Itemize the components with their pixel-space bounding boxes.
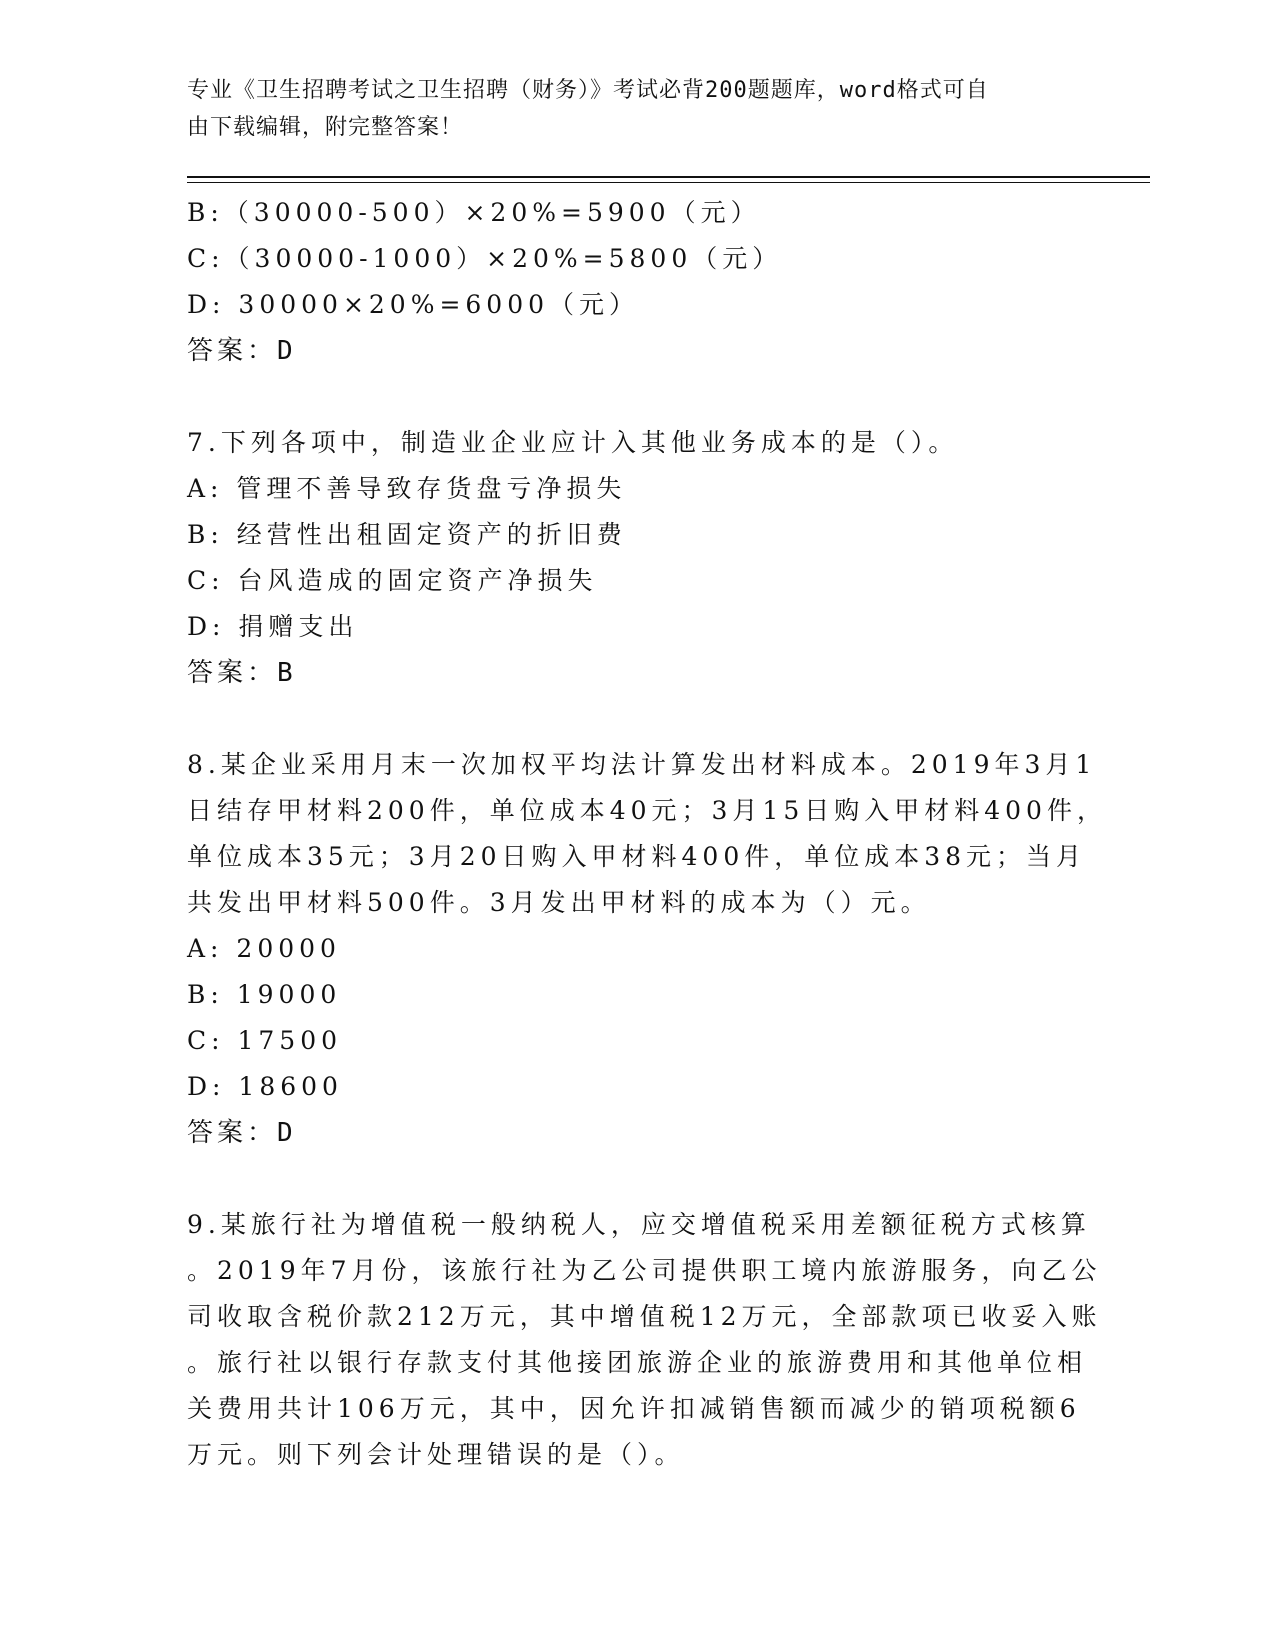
answer-line: 答案：D	[187, 1118, 297, 1148]
question-stem-line: 9.某旅行社为增值税一般纳税人，应交增值税采用差额征税方式核算	[187, 1210, 1091, 1239]
option-a: A: 20000	[187, 934, 341, 963]
answer-line: 答案：B	[187, 658, 297, 688]
question-stem-line: 。2019年7月份，该旅行社为乙公司提供职工境内旅游服务，向乙公	[187, 1256, 1102, 1285]
question-content	[187, 190, 1107, 1478]
header-line-1: 专业《卫生招聘考试之卫生招聘（财务）》考试必背200题题库，word格式可自	[187, 78, 989, 103]
question-stem: 7.下列各项中，制造业企业应计入其他业务成本的是（）。	[187, 428, 959, 457]
question-stem-line: 。旅行社以银行存款支付其他接团旅游企业的旅游费用和其他单位相	[187, 1348, 1088, 1377]
document-header	[187, 72, 1067, 146]
option-a: A: 管理不善导致存货盘亏净损失	[187, 474, 627, 503]
question-7-block	[187, 420, 1087, 696]
option-d: D: 捐赠支出	[187, 612, 359, 641]
header-rule-thick	[187, 176, 1150, 178]
question-stem-line: 关费用共计106万元，其中，因允许扣减销售额而减少的销项税额6	[187, 1394, 1081, 1423]
question-stem-line: 日结存甲材料200件，单位成本40元；3月15日购入甲材料400件，	[187, 796, 1107, 825]
header-rule-thin	[187, 182, 1150, 183]
question-8-block	[187, 742, 1107, 1156]
option-b: B: 经营性出租固定资产的折旧费	[187, 520, 627, 549]
question-stem-line: 共发出甲材料500件。3月发出甲材料的成本为（）元。	[187, 888, 931, 917]
option-d: D: 30000×20%=6000（元）	[187, 290, 640, 319]
question-stem-line: 万元。则下列会计处理错误的是（）。	[187, 1440, 685, 1469]
option-c: C: 台风造成的固定资产净损失	[187, 566, 598, 595]
question-stem-line: 司收取含税价款212万元，其中增值税12万元，全部款项已收妥入账	[187, 1302, 1102, 1331]
question-6-block	[187, 190, 1087, 374]
answer-line: 答案：D	[187, 336, 297, 366]
option-b: B: 19000	[187, 980, 342, 1009]
question-9-block	[187, 1202, 1102, 1478]
option-c: C:（30000-1000）×20%=5800（元）	[187, 244, 783, 273]
option-d: D: 18600	[187, 1072, 343, 1101]
option-c: C: 17500	[187, 1026, 343, 1055]
question-stem-line: 单位成本35元；3月20日购入甲材料400件，单位成本38元；当月	[187, 842, 1087, 871]
question-stem-line: 8.某企业采用月末一次加权平均法计算发出材料成本。2019年3月1	[187, 750, 1097, 779]
option-b: B:（30000-500）×20%=5900（元）	[187, 198, 761, 227]
header-line-2: 由下载编辑，附完整答案！	[187, 115, 464, 140]
